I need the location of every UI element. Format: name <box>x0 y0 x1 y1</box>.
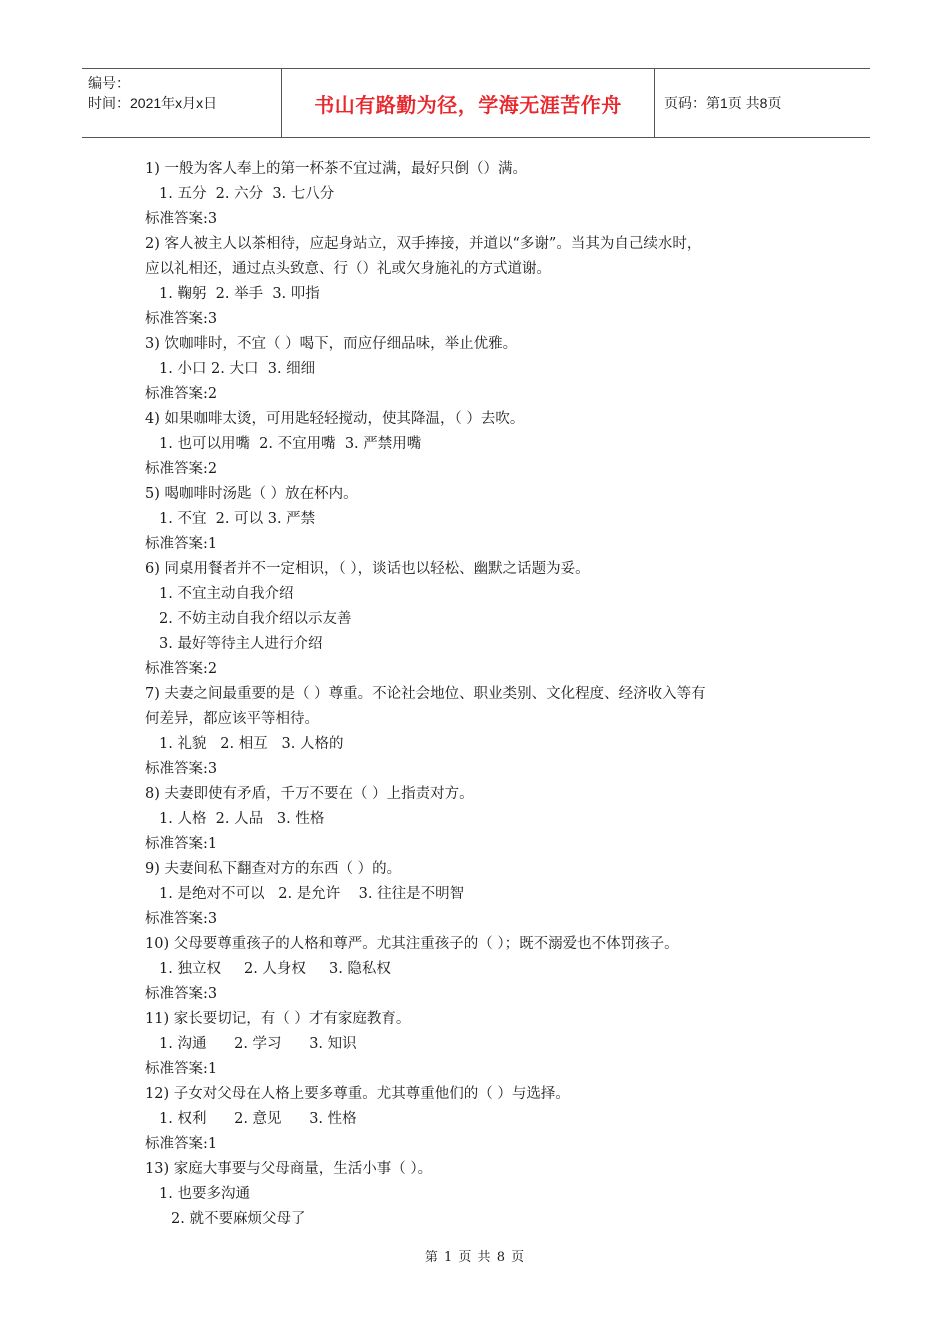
page-header <box>82 68 870 138</box>
answer-option: 1. 五分 2. 六分 3. 七八分 <box>159 186 335 202</box>
standard-answer: 标准答案:1 <box>145 1136 218 1152</box>
answer-option: 1. 是绝对不可以 2. 是允许 3. 往往是不明智 <box>159 886 465 902</box>
answer-option: 1. 沟通 2. 学习 3. 知识 <box>159 1036 357 1052</box>
question-text: 应以礼相还，通过点头致意、行（）礼或欠身施礼的方式道谢。 <box>145 261 551 277</box>
standard-answer: 标准答案:2 <box>145 386 218 402</box>
header-page-info: 页码：第1页 共8页 <box>664 95 782 111</box>
standard-answer: 标准答案:3 <box>145 211 218 227</box>
question-text: 3) 饮咖啡时，不宜（ ）喝下，而应仔细品味，举止优雅。 <box>145 336 518 352</box>
answer-option: 3. 最好等待主人进行介绍 <box>159 636 323 652</box>
question-text: 7) 夫妻之间最重要的是（ ）尊重。不论社会地位、职业类别、文化程度、经济收入等有 <box>145 686 706 702</box>
standard-answer: 标准答案:3 <box>145 761 218 777</box>
answer-option: 1. 小口 2. 大口 3. 细细 <box>159 361 316 377</box>
standard-answer: 标准答案:1 <box>145 1061 218 1077</box>
answer-option: 1. 也可以用嘴 2. 不宜用嘴 3. 严禁用嘴 <box>159 436 422 452</box>
question-text: 6) 同桌用餐者并不一定相识，（ ），谈话也以轻松、幽默之话题为妥。 <box>145 561 590 577</box>
answer-option: 1. 权利 2. 意见 3. 性格 <box>159 1111 357 1127</box>
standard-answer: 标准答案:3 <box>145 911 218 927</box>
answer-option: 1. 也要多沟通 <box>159 1186 250 1202</box>
question-text: 何差异，都应该平等相待。 <box>145 711 319 727</box>
header-meta <box>82 69 282 137</box>
standard-answer: 标准答案:2 <box>145 661 218 677</box>
answer-option: 2. 就不要麻烦父母了 <box>171 1211 306 1227</box>
standard-answer: 标准答案:3 <box>145 986 218 1002</box>
question-text: 1) 一般为客人奉上的第一杯茶不宜过满，最好只倒（）满。 <box>145 161 527 177</box>
question-text: 9) 夫妻间私下翻查对方的东西（ ）的。 <box>145 861 402 877</box>
answer-option: 1. 不宜 2. 可以 3. 严禁 <box>159 511 316 527</box>
question-list <box>145 157 805 1232</box>
standard-answer: 标准答案:1 <box>145 536 218 552</box>
standard-answer: 标准答案:2 <box>145 461 218 477</box>
question-text: 11) 家长要切记，有（ ）才有家庭教育。 <box>145 1011 411 1027</box>
answer-option: 1. 鞠躬 2. 举手 3. 叩指 <box>159 286 320 302</box>
question-text: 12) 子女对父母在人格上要多尊重。尤其尊重他们的（ ）与选择。 <box>145 1086 570 1102</box>
header-motto: 书山有路勤为径，学海无涯苦作舟 <box>282 69 655 137</box>
question-text: 2) 客人被主人以茶相待，应起身站立，双手捧接，并道以“多谢”。当其为自己续水时， <box>145 236 702 252</box>
question-text: 8) 夫妻即使有矛盾，千万不要在（ ）上指责对方。 <box>145 786 474 802</box>
answer-option: 1. 人格 2. 人品 3. 性格 <box>159 811 325 827</box>
question-text: 5) 喝咖啡时汤匙（ ）放在杯内。 <box>145 486 358 502</box>
document-number-label: 编号： <box>88 75 130 91</box>
standard-answer: 标准答案:1 <box>145 836 218 852</box>
answer-option: 1. 不宜主动自我介绍 <box>159 586 294 602</box>
answer-option: 2. 不妨主动自我介绍以示友善 <box>159 611 352 627</box>
standard-answer: 标准答案:3 <box>145 311 218 327</box>
page-footer: 第 1 页 共 8 页 <box>424 1250 526 1265</box>
answer-option: 1. 礼貌 2. 相互 3. 人格的 <box>159 736 344 752</box>
question-text: 10) 父母要尊重孩子的人格和尊严。尤其注重孩子的（ ）；既不溺爱也不体罚孩子。 <box>145 936 679 952</box>
question-text: 4) 如果咖啡太烫，可用匙轻轻搅动，使其降温，（ ）去吹。 <box>145 411 525 427</box>
question-text: 13) 家庭大事要与父母商量，生活小事（ ）。 <box>145 1161 433 1177</box>
answer-option: 1. 独立权 2. 人身权 3. 隐私权 <box>159 961 391 977</box>
document-time-label: 时间：2021年x月x日 <box>88 95 218 111</box>
